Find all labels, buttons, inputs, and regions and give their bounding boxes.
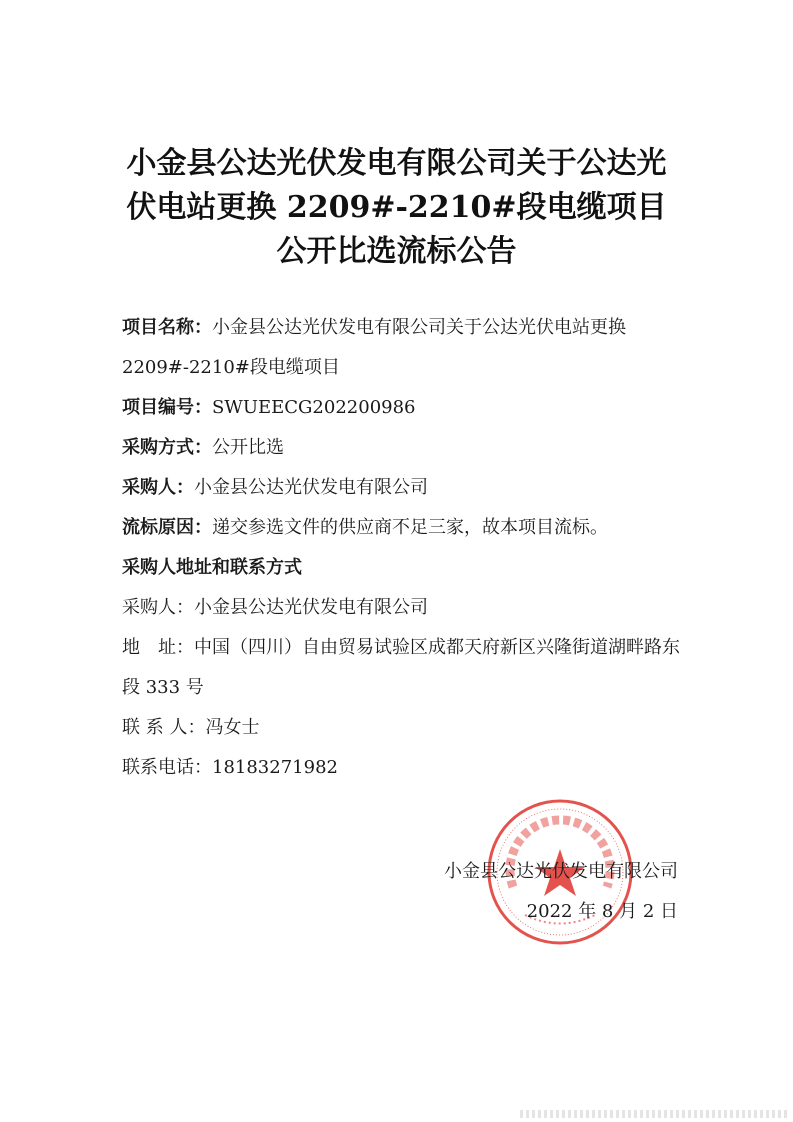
project-no-value: SWUEECG202200986	[212, 397, 416, 418]
reason-row	[122, 508, 682, 548]
method-row	[122, 428, 682, 468]
address-value: 中国（四川）自由贸易试验区成都天府新区兴隆街道湖畔路东段 333 号	[122, 637, 680, 698]
project-no-label: 项目编号：	[122, 397, 212, 418]
project-name-row	[122, 308, 682, 388]
address-label: 地 址：	[122, 637, 194, 658]
signature-company: 小金县公达光伏发电有限公司	[444, 861, 678, 882]
notice-title	[0, 142, 793, 274]
title-line-2: 伏电站更换 2209#-2210#段电缆项目	[126, 190, 667, 225]
contact-heading: 采购人地址和联系方式	[122, 557, 302, 578]
title-line-1: 小金县公达光伏发电有限公司关于公达光	[126, 146, 667, 181]
signature-date: 2022 年 8 月 2 日	[526, 901, 678, 922]
reason-label: 流标原因：	[122, 517, 212, 538]
contact-buyer: 采购人：小金县公达光伏发电有限公司	[122, 597, 428, 618]
reason-value: 递交参选文件的供应商不足三家，故本项目流标。	[212, 517, 608, 538]
project-no-row	[122, 388, 682, 428]
contact-address-row	[122, 628, 682, 708]
contact-phone: 联系电话：18183271982	[122, 757, 338, 778]
method-label: 采购方式：	[122, 437, 212, 458]
buyer-label: 采购人：	[122, 477, 194, 498]
notice-body	[122, 308, 682, 788]
contact-person: 联 系 人：冯女士	[122, 717, 260, 738]
title-line-3: 公开比选流标公告	[276, 234, 517, 269]
footer-mark	[520, 1110, 790, 1118]
project-name-value: 小金县公达光伏发电有限公司关于公达光伏电站更换 2209#-2210#段电缆项目	[122, 317, 626, 378]
buyer-row	[122, 468, 682, 508]
method-value: 公开比选	[212, 437, 284, 458]
project-name-label: 项目名称：	[122, 317, 212, 338]
signature-block	[400, 852, 678, 932]
buyer-value: 小金县公达光伏发电有限公司	[194, 477, 428, 498]
